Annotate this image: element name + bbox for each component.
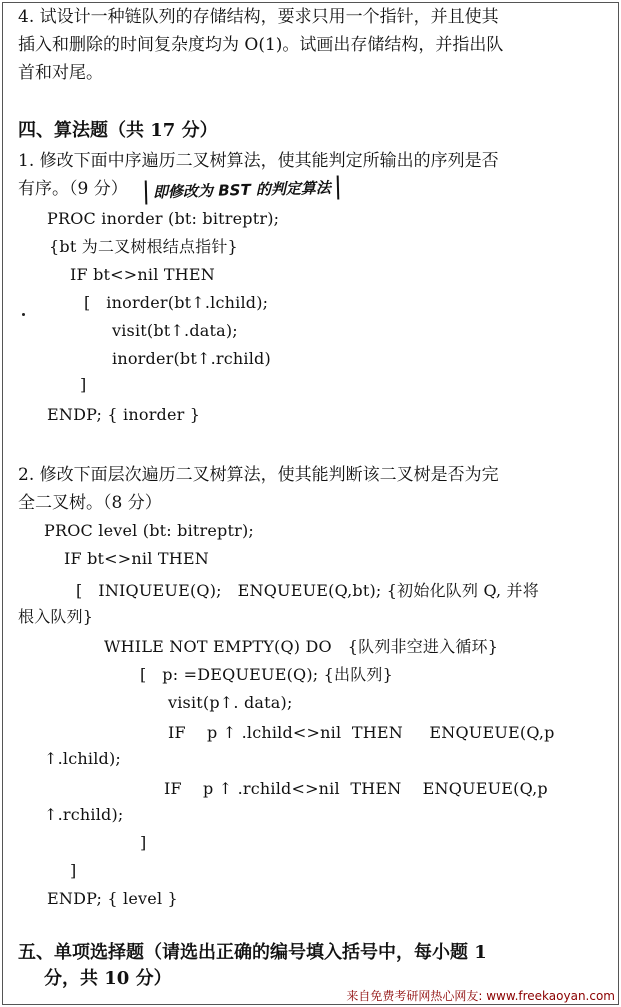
code1-line-4: [ inorder(bt↑.lchild); bbox=[84, 293, 269, 312]
code2-line-9: ↑.lchild); bbox=[44, 749, 121, 768]
code1-line-8: ENDP; { inorder } bbox=[47, 405, 201, 424]
code2-line-5: WHILE NOT EMPTY(Q) DO {队列非空进入循环} bbox=[104, 637, 499, 656]
q2-line-2: 全二叉树。（8 分） bbox=[18, 493, 162, 513]
q2-line-1: 2. 修改下面层次遍历二叉树算法，使其能判断该二叉树是否为完 bbox=[18, 465, 499, 485]
code2-line-2: IF bt<>nil THEN bbox=[64, 549, 209, 568]
code2-line-8: IF p ↑ .lchild<>nil THEN ENQUEUE(Q,p bbox=[168, 723, 555, 742]
handwritten-note: 即修改为 BST 的判定算法 bbox=[145, 175, 339, 204]
code2-line-12: ] bbox=[140, 833, 147, 852]
q4-line-3: 首和对尾。 bbox=[18, 63, 103, 83]
section-4-heading: 四、算法题（共 17 分） bbox=[18, 120, 218, 141]
q1-line-2: 有序。（9 分） bbox=[18, 179, 128, 199]
code2-line-7: visit(p↑. data); bbox=[168, 693, 293, 712]
code2-line-10: IF p ↑ .rchild<>nil THEN ENQUEUE(Q,p bbox=[164, 779, 548, 798]
code2-line-3: [ INIQUEUE(Q); ENQUEUE(Q,bt); {初始化队列 Q, 并将 bbox=[76, 581, 539, 600]
q4-line-1: 4. 试设计一种链队列的存储结构，要求只用一个指针，并且使其 bbox=[18, 7, 499, 27]
code2-line-6: [ p: =DEQUEUE(Q); {出队列} bbox=[140, 665, 394, 684]
code1-line-6: inorder(bt↑.rchild) bbox=[112, 349, 271, 368]
code2-line-14: ENDP; { level } bbox=[47, 889, 178, 908]
source-footer: 来自免费考研网热心网友: www.freekaoyan.com bbox=[346, 989, 615, 1003]
code2-line-4: 根入队列} bbox=[18, 607, 94, 626]
code1-line-7: ] bbox=[80, 375, 87, 394]
scan-dot bbox=[22, 313, 25, 316]
code2-line-11: ↑.rchild); bbox=[44, 805, 124, 824]
q1-line-1: 1. 修改下面中序遍历二叉树算法，使其能判定所输出的序列是否 bbox=[18, 151, 499, 171]
section-5-heading-cont: 分，共 10 分） bbox=[44, 968, 172, 989]
code2-line-13: ] bbox=[70, 861, 77, 880]
code2-line-1: PROC level (bt: bitreptr); bbox=[44, 521, 255, 540]
code1-line-3: IF bt<>nil THEN bbox=[70, 265, 215, 284]
q4-line-2: 插入和删除的时间复杂度均为 O(1)。试画出存储结构，并指出队 bbox=[18, 35, 504, 55]
code1-line-2: {bt 为二叉树根结点指针} bbox=[49, 237, 238, 256]
code1-line-1: PROC inorder (bt: bitreptr); bbox=[47, 209, 280, 228]
section-5-heading: 五、单项选择题（请选出正确的编号填入括号中，每小题 1 bbox=[18, 942, 487, 963]
code1-line-5: visit(bt↑.data); bbox=[112, 321, 238, 340]
